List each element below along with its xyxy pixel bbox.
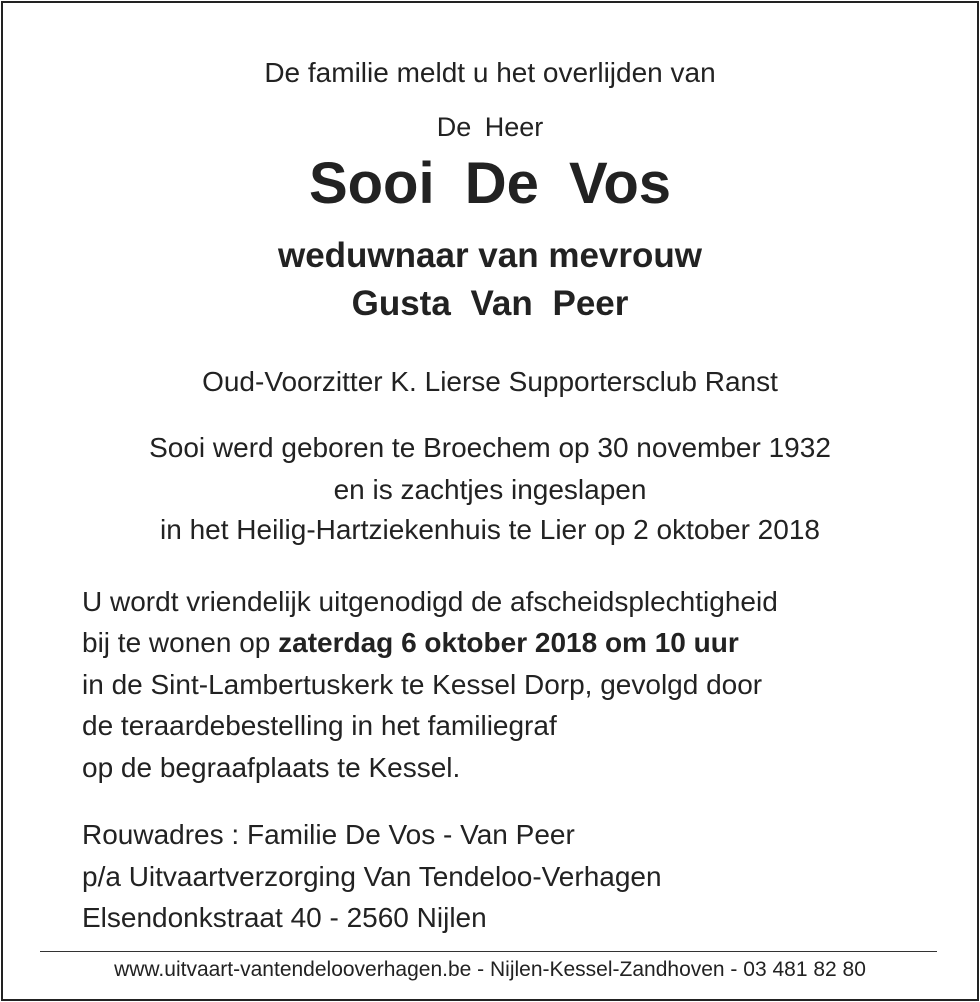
address-line-1: Rouwadres : Familie De Vos - Van Peer — [82, 819, 575, 850]
address-line-3: Elsendonkstraat 40 - 2560 Nijlen — [82, 902, 487, 933]
birth-line: Sooi werd geboren te Broechem op 30 november 1932 — [149, 432, 831, 463]
intro-text: De familie meldt u het overlijden van — [264, 57, 716, 88]
invitation-line-5: op de begraafplaats te Kessel. — [82, 752, 461, 783]
footer-divider — [40, 951, 937, 952]
role-line: Oud-Voorzitter K. Lierse Supportersclub Ranst — [202, 366, 778, 397]
place-date-line: in het Heilig-Hartziekenhuis te Lier op 2 oktober 2018 — [160, 514, 820, 545]
invitation-line-4: de teraardebestelling in het familiegraf — [82, 710, 557, 741]
ceremony-datetime: zaterdag 6 oktober 2018 om 10 uur — [278, 627, 739, 658]
invitation-line-2 — [82, 622, 739, 664]
deceased-name: Sooi De Vos — [308, 151, 672, 216]
invitation-prefix: bij te wonen op — [82, 627, 279, 658]
invitation-line-1: U wordt vriendelijk uitgenodigd de afscheidsplechtigheid — [82, 586, 778, 617]
honorific: De Heer — [436, 112, 544, 142]
invitation-line-3: in de Sint-Lambertuskerk te Kessel Dorp, gevolgd door — [82, 669, 763, 700]
footer-text: www.uitvaart-vantendelooverhagen.be - Nijlen-Kessel-Zandhoven - 03 481 82 80 — [114, 958, 866, 981]
spouse-name: Gusta Van Peer — [351, 284, 629, 323]
address-line-2: p/a Uitvaartverzorging Van Tendeloo-Verhagen — [82, 861, 662, 892]
widower-line: weduwnaar van mevrouw — [277, 236, 703, 275]
passing-line: en is zachtjes ingeslapen — [333, 474, 647, 505]
